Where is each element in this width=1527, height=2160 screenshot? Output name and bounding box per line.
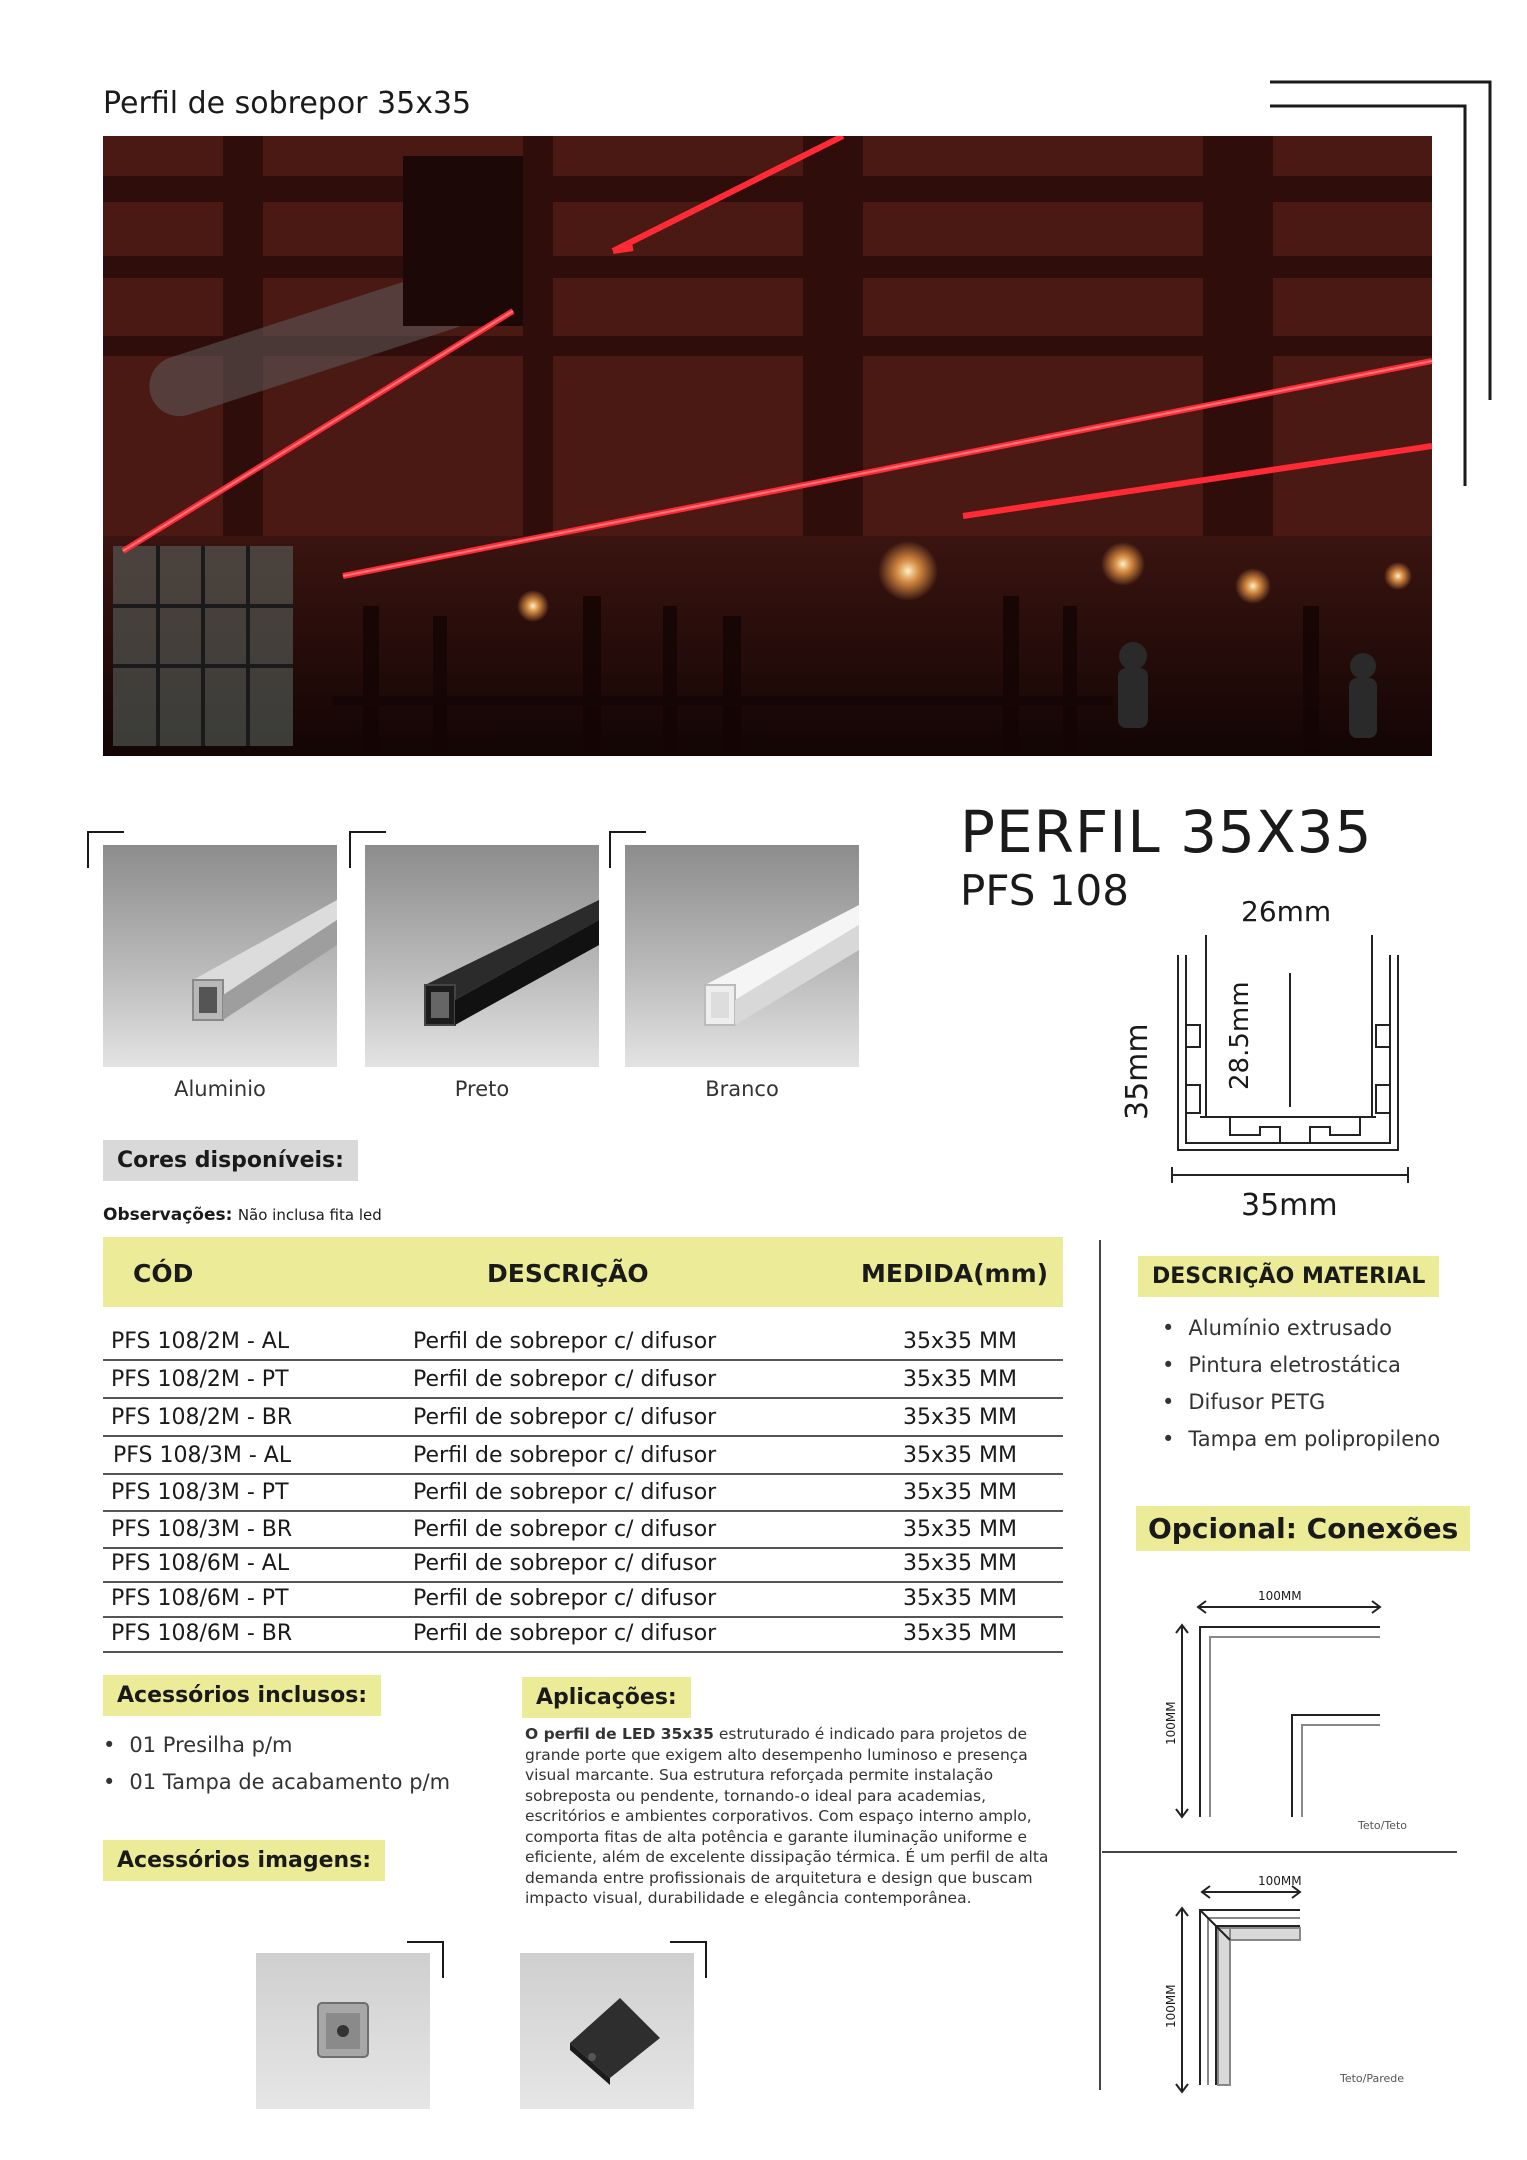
applications-body: estruturado é indicado para projetos de grande porte que exigem alto desempenho luminoso e presença visual marcante. Sua estrutura reforçada permite instalação sobreposta ou pendente, tornando-o ideal para academias, escritórios e ambientes corporativos. Com espaço interno amplo, comporta fitas de alta potência e garante iluminação uniforme e eficiente, além de excelente dissipação térmica. É um perfil de alta demanda entre profissionais de arquitetura e design que buscam impacto visual, durabilidade e elegância contemporânea. <box>525 1725 1049 1907</box>
swatch-label-aluminio: Aluminio <box>174 1077 266 1101</box>
table-row <box>103 1615 1063 1653</box>
row-code: PFS 108/2M - AL <box>111 1329 290 1354</box>
row-desc: Perfil de sobrepor c/ difusor <box>413 1621 717 1646</box>
accessory-item: • 01 Tampa de acabamento p/m <box>103 1770 450 1794</box>
row-code: PFS 108/3M - BR <box>111 1517 293 1542</box>
accessory-item: • 01 Presilha p/m <box>103 1733 450 1757</box>
connection-1-label: Teto/Teto <box>1358 1819 1408 1832</box>
observations <box>103 1205 382 1225</box>
connections-divider <box>1102 1851 1457 1853</box>
row-desc: Perfil de sobrepor c/ difusor <box>413 1367 717 1392</box>
material-item: • Pintura eletrostática <box>1162 1353 1440 1377</box>
row-code: PFS 108/6M - AL <box>111 1551 290 1576</box>
applications-lead: O perfil de LED 35x35 <box>525 1725 714 1743</box>
end-cap-accessory-image <box>520 1953 694 2109</box>
accessories-badge: Acessórios inclusos: <box>103 1675 381 1716</box>
dim-height: 35mm <box>1120 1023 1155 1120</box>
table-row <box>103 1474 1063 1512</box>
dim-top: 26mm <box>1241 895 1332 928</box>
row-size: 35x35 MM <box>903 1517 1017 1542</box>
row-desc: Perfil de sobrepor c/ difusor <box>413 1551 717 1576</box>
connection-teto-teto-diagram <box>1160 1585 1410 1825</box>
swatch-label-branco: Branco <box>705 1077 779 1101</box>
row-code: PFS 108/3M - PT <box>111 1480 289 1505</box>
header-size: MEDIDA(mm) <box>861 1259 1049 1288</box>
table-row <box>103 1511 1063 1549</box>
row-size: 35x35 MM <box>903 1405 1017 1430</box>
connection-1-height: 100MM <box>1164 1701 1178 1745</box>
swatch-label-preto: Preto <box>454 1077 510 1101</box>
table-row <box>103 1580 1063 1618</box>
column-divider <box>1099 1240 1101 2090</box>
swatch-aluminio <box>103 845 337 1067</box>
table-row <box>103 1361 1063 1399</box>
profile-dimension-diagram <box>1110 895 1420 1235</box>
table-row <box>103 1323 1063 1361</box>
row-desc: Perfil de sobrepor c/ difusor <box>413 1405 717 1430</box>
row-size: 35x35 MM <box>903 1480 1017 1505</box>
material-list <box>1162 1316 1440 1464</box>
material-badge: DESCRIÇÃO MATERIAL <box>1138 1256 1439 1297</box>
row-code: PFS 108/3M - AL <box>113 1443 292 1468</box>
applications-badge: Aplicações: <box>522 1677 691 1718</box>
dim-width: 35mm <box>1241 1188 1338 1223</box>
colors-badge: Cores disponíveis: <box>103 1140 358 1181</box>
row-code: PFS 108/2M - BR <box>111 1405 293 1430</box>
table-row <box>103 1545 1063 1583</box>
accessories-list <box>103 1733 450 1807</box>
table-row <box>103 1399 1063 1437</box>
observations-text: Não inclusa fita led <box>237 1206 382 1224</box>
connection-2-label: Teto/Parede <box>1340 2072 1405 2085</box>
header-code: CÓD <box>133 1259 194 1288</box>
row-code: PFS 108/6M - PT <box>111 1586 289 1611</box>
accessories-images-badge: Acessórios imagens: <box>103 1840 385 1881</box>
material-item: • Alumínio extrusado <box>1162 1316 1440 1340</box>
connection-teto-parede-diagram <box>1160 1870 1410 2100</box>
header-description: DESCRIÇÃO <box>487 1259 649 1288</box>
row-size: 35x35 MM <box>903 1551 1017 1576</box>
dim-inner-height: 28.5mm <box>1225 981 1255 1090</box>
material-item: • Tampa em polipropileno <box>1162 1427 1440 1451</box>
optional-badge: Opcional: Conexões <box>1136 1506 1470 1551</box>
row-desc: Perfil de sobrepor c/ difusor <box>413 1586 717 1611</box>
clip-accessory-image <box>256 1953 430 2109</box>
product-code: PFS 108 <box>960 866 1129 915</box>
connection-1-width: 100MM <box>1258 1589 1302 1603</box>
product-title: PERFIL 35X35 <box>960 798 1373 866</box>
page-title: Perfil de sobrepor 35x35 <box>103 86 472 121</box>
connection-2-height: 100MM <box>1164 1984 1178 2028</box>
observations-label: Observações: <box>103 1205 233 1225</box>
row-code: PFS 108/6M - BR <box>111 1621 293 1646</box>
table-row <box>103 1437 1063 1475</box>
swatch-preto <box>365 845 599 1067</box>
row-size: 35x35 MM <box>903 1329 1017 1354</box>
row-size: 35x35 MM <box>903 1586 1017 1611</box>
row-size: 35x35 MM <box>903 1621 1017 1646</box>
row-desc: Perfil de sobrepor c/ difusor <box>413 1517 717 1542</box>
table-header <box>103 1237 1063 1307</box>
row-code: PFS 108/2M - PT <box>111 1367 289 1392</box>
connection-2-width: 100MM <box>1258 1874 1302 1888</box>
applications-text <box>525 1724 1065 1909</box>
swatch-branco <box>625 845 859 1067</box>
row-desc: Perfil de sobrepor c/ difusor <box>413 1329 717 1354</box>
row-desc: Perfil de sobrepor c/ difusor <box>413 1443 717 1468</box>
row-size: 35x35 MM <box>903 1443 1017 1468</box>
material-item: • Difusor PETG <box>1162 1390 1440 1414</box>
row-size: 35x35 MM <box>903 1367 1017 1392</box>
hero-image <box>103 136 1432 756</box>
row-desc: Perfil de sobrepor c/ difusor <box>413 1480 717 1505</box>
